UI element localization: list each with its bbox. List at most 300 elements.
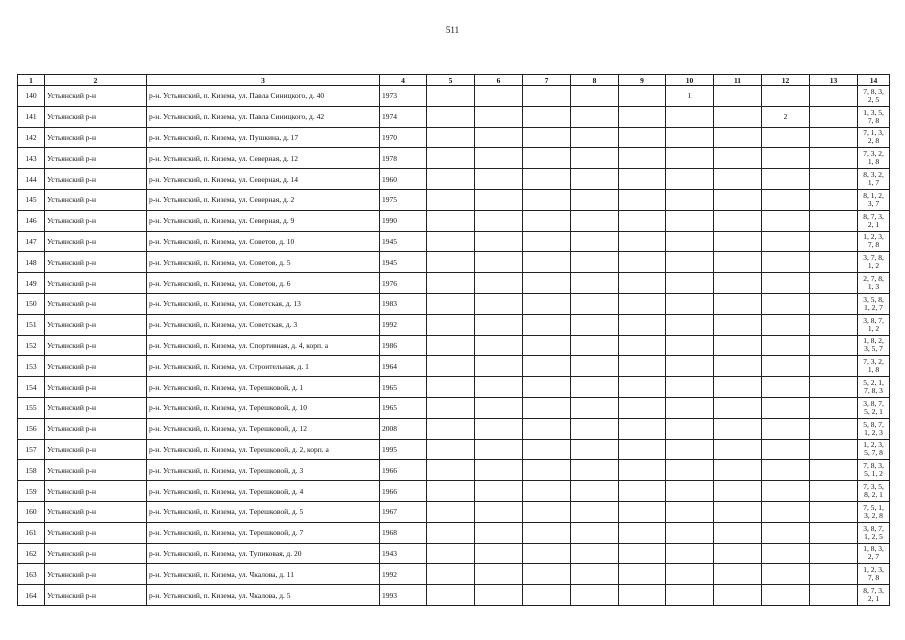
column-header: 7 <box>523 75 571 86</box>
col8-cell <box>571 293 619 314</box>
address-cell: р-н. Устьянский, п. Кизема, ул. Терешковой, д. 12 <box>147 418 380 439</box>
col12-cell <box>762 481 810 502</box>
table-row <box>18 501 890 522</box>
row-number-cell: 142 <box>18 127 45 148</box>
row-number-cell: 164 <box>18 585 45 606</box>
col5-cell <box>427 148 475 169</box>
year-cell: 1966 <box>380 460 427 481</box>
column-header: 3 <box>147 75 380 86</box>
table-row <box>18 189 890 210</box>
column-header: 9 <box>619 75 666 86</box>
address-cell: р-н. Устьянский, п. Кизема, ул. Советская, д. 3 <box>147 314 380 335</box>
col13-cell <box>810 127 858 148</box>
col10-cell <box>666 210 714 231</box>
col8-cell <box>571 252 619 273</box>
col8-cell <box>571 148 619 169</box>
col12-cell <box>762 314 810 335</box>
col12-cell <box>762 501 810 522</box>
col6-cell <box>475 356 523 377</box>
year-cell: 1974 <box>380 106 427 127</box>
col13-cell <box>810 189 858 210</box>
col11-cell <box>714 460 762 481</box>
district-cell: Устьянский р-н <box>45 231 147 252</box>
district-cell: Устьянский р-н <box>45 314 147 335</box>
col6-cell <box>475 252 523 273</box>
col12-cell <box>762 169 810 190</box>
col7-cell <box>523 377 571 398</box>
col5-cell <box>427 189 475 210</box>
col9-cell <box>619 252 666 273</box>
col9-cell <box>619 418 666 439</box>
col8-cell <box>571 585 619 606</box>
row-number-cell: 147 <box>18 231 45 252</box>
table-row <box>18 210 890 231</box>
year-cell: 1975 <box>380 189 427 210</box>
col13-cell <box>810 252 858 273</box>
district-cell: Устьянский р-н <box>45 377 147 398</box>
col5-cell <box>427 418 475 439</box>
address-cell: р-н. Устьянский, п. Кизема, ул. Павла Синицкого, д. 40 <box>147 86 380 107</box>
address-cell: р-н. Устьянский, п. Кизема, ул. Северная, д. 12 <box>147 148 380 169</box>
column-header: 1 <box>18 75 45 86</box>
col8-cell <box>571 356 619 377</box>
col8-cell <box>571 397 619 418</box>
table-row <box>18 314 890 335</box>
column-header: 4 <box>380 75 427 86</box>
col5-cell <box>427 293 475 314</box>
col5-cell <box>427 481 475 502</box>
year-cell: 1945 <box>380 252 427 273</box>
col12-cell <box>762 189 810 210</box>
col13-cell <box>810 501 858 522</box>
col10-cell <box>666 460 714 481</box>
district-cell: Устьянский р-н <box>45 356 147 377</box>
col6-cell <box>475 231 523 252</box>
table-row <box>18 418 890 439</box>
row-number-cell: 155 <box>18 397 45 418</box>
district-cell: Устьянский р-н <box>45 273 147 294</box>
col13-cell <box>810 293 858 314</box>
col8-cell <box>571 335 619 356</box>
col6-cell <box>475 189 523 210</box>
col6-cell <box>475 481 523 502</box>
col14-cell: 1, 8, 3, 2, 7 <box>858 543 890 564</box>
col11-cell <box>714 356 762 377</box>
col7-cell <box>523 252 571 273</box>
col9-cell <box>619 169 666 190</box>
address-cell: р-н. Устьянский, п. Кизема, ул. Павла Синицкого, д. 42 <box>147 106 380 127</box>
col7-cell <box>523 501 571 522</box>
col14-cell: 7, 8, 3, 2, 5 <box>858 86 890 107</box>
col13-cell <box>810 564 858 585</box>
col12-cell <box>762 273 810 294</box>
address-cell: р-н. Устьянский, п. Кизема, ул. Терешковой, д. 2, корп. а <box>147 439 380 460</box>
col14-cell: 7, 8, 3, 5, 1, 2 <box>858 460 890 481</box>
address-cell: р-н. Устьянский, п. Кизема, ул. Терешковой, д. 5 <box>147 501 380 522</box>
col12-cell <box>762 522 810 543</box>
col14-cell: 5, 2, 1, 7, 8, 3 <box>858 377 890 398</box>
col12-cell <box>762 148 810 169</box>
row-number-cell: 161 <box>18 522 45 543</box>
row-number-cell: 140 <box>18 86 45 107</box>
year-cell: 1992 <box>380 564 427 585</box>
address-cell: р-н. Устьянский, п. Кизема, ул. Советов, д. 6 <box>147 273 380 294</box>
year-cell: 1964 <box>380 356 427 377</box>
col7-cell <box>523 210 571 231</box>
col11-cell <box>714 86 762 107</box>
col13-cell <box>810 314 858 335</box>
address-cell: р-н. Устьянский, п. Кизема, ул. Терешковой, д. 3 <box>147 460 380 481</box>
col13-cell <box>810 273 858 294</box>
col10-cell <box>666 377 714 398</box>
col9-cell <box>619 460 666 481</box>
col7-cell <box>523 460 571 481</box>
table-row <box>18 293 890 314</box>
row-number-cell: 153 <box>18 356 45 377</box>
col11-cell <box>714 377 762 398</box>
address-cell: р-н. Устьянский, п. Кизема, ул. Чкалова, д. 5 <box>147 585 380 606</box>
col12-cell <box>762 564 810 585</box>
col10-cell <box>666 231 714 252</box>
col14-cell: 1, 2, 3, 7, 8 <box>858 231 890 252</box>
col7-cell <box>523 481 571 502</box>
header-row <box>18 75 890 86</box>
col8-cell <box>571 418 619 439</box>
col8-cell <box>571 501 619 522</box>
row-number-cell: 146 <box>18 210 45 231</box>
col9-cell <box>619 564 666 585</box>
table-row <box>18 273 890 294</box>
col8-cell <box>571 189 619 210</box>
year-cell: 1990 <box>380 210 427 231</box>
district-cell: Устьянский р-н <box>45 252 147 273</box>
col11-cell <box>714 418 762 439</box>
column-header: 6 <box>475 75 523 86</box>
col6-cell <box>475 86 523 107</box>
row-number-cell: 145 <box>18 189 45 210</box>
year-cell: 1965 <box>380 377 427 398</box>
table-row <box>18 356 890 377</box>
address-cell: р-н. Устьянский, п. Кизема, ул. Северная, д. 9 <box>147 210 380 231</box>
col8-cell <box>571 231 619 252</box>
address-cell: р-н. Устьянский, п. Кизема, ул. Строительная, д. 1 <box>147 356 380 377</box>
district-cell: Устьянский р-н <box>45 439 147 460</box>
col13-cell <box>810 585 858 606</box>
col13-cell <box>810 460 858 481</box>
col10-cell <box>666 397 714 418</box>
column-header: 10 <box>666 75 714 86</box>
row-number-cell: 157 <box>18 439 45 460</box>
col9-cell <box>619 377 666 398</box>
table-row <box>18 377 890 398</box>
col13-cell <box>810 522 858 543</box>
col12-cell <box>762 210 810 231</box>
col9-cell <box>619 335 666 356</box>
col6-cell <box>475 543 523 564</box>
col11-cell <box>714 293 762 314</box>
col9-cell <box>619 231 666 252</box>
col7-cell <box>523 356 571 377</box>
col11-cell <box>714 335 762 356</box>
year-cell: 1943 <box>380 543 427 564</box>
col11-cell <box>714 273 762 294</box>
col9-cell <box>619 501 666 522</box>
col5-cell <box>427 335 475 356</box>
col8-cell <box>571 106 619 127</box>
col14-cell: 2, 7, 8, 1, 3 <box>858 273 890 294</box>
col12-cell <box>762 335 810 356</box>
col13-cell <box>810 356 858 377</box>
col8-cell <box>571 481 619 502</box>
table-row <box>18 481 890 502</box>
year-cell: 1992 <box>380 314 427 335</box>
col5-cell <box>427 460 475 481</box>
address-cell: р-н. Устьянский, п. Кизема, ул. Терешковой, д. 4 <box>147 481 380 502</box>
row-number-cell: 144 <box>18 169 45 190</box>
col12-cell <box>762 377 810 398</box>
col5-cell <box>427 397 475 418</box>
col13-cell <box>810 418 858 439</box>
row-number-cell: 163 <box>18 564 45 585</box>
col5-cell <box>427 252 475 273</box>
district-cell: Устьянский р-н <box>45 148 147 169</box>
col11-cell <box>714 585 762 606</box>
column-header: 12 <box>762 75 810 86</box>
col7-cell <box>523 439 571 460</box>
col11-cell <box>714 481 762 502</box>
registry-table <box>17 74 890 606</box>
col6-cell <box>475 314 523 335</box>
col7-cell <box>523 231 571 252</box>
col11-cell <box>714 543 762 564</box>
col10-cell <box>666 127 714 148</box>
col6-cell <box>475 418 523 439</box>
col14-cell: 3, 8, 7, 1, 2 <box>858 314 890 335</box>
district-cell: Устьянский р-н <box>45 293 147 314</box>
year-cell: 1968 <box>380 522 427 543</box>
year-cell: 1965 <box>380 397 427 418</box>
col7-cell <box>523 293 571 314</box>
col6-cell <box>475 460 523 481</box>
col6-cell <box>475 335 523 356</box>
row-number-cell: 154 <box>18 377 45 398</box>
col9-cell <box>619 210 666 231</box>
year-cell: 1967 <box>380 501 427 522</box>
table-row <box>18 522 890 543</box>
col10-cell <box>666 314 714 335</box>
col6-cell <box>475 585 523 606</box>
col12-cell: 2 <box>762 106 810 127</box>
col14-cell: 8, 7, 3, 2, 1 <box>858 585 890 606</box>
col14-cell: 3, 8, 7, 5, 2, 1 <box>858 397 890 418</box>
col7-cell <box>523 273 571 294</box>
col7-cell <box>523 148 571 169</box>
col8-cell <box>571 210 619 231</box>
col12-cell <box>762 585 810 606</box>
col13-cell <box>810 481 858 502</box>
col6-cell <box>475 127 523 148</box>
col10-cell <box>666 585 714 606</box>
col14-cell: 1, 2, 3, 7, 8 <box>858 564 890 585</box>
col6-cell <box>475 522 523 543</box>
table-row <box>18 252 890 273</box>
col13-cell <box>810 169 858 190</box>
col8-cell <box>571 127 619 148</box>
col8-cell <box>571 460 619 481</box>
column-header: 8 <box>571 75 619 86</box>
col8-cell <box>571 522 619 543</box>
year-cell: 1966 <box>380 481 427 502</box>
col5-cell <box>427 231 475 252</box>
year-cell: 1945 <box>380 231 427 252</box>
col14-cell: 5, 8, 7, 1, 2, 3 <box>858 418 890 439</box>
address-cell: р-н. Устьянский, п. Кизема, ул. Пушкина, д. 17 <box>147 127 380 148</box>
col11-cell <box>714 169 762 190</box>
col9-cell <box>619 397 666 418</box>
col10-cell <box>666 148 714 169</box>
col10-cell <box>666 169 714 190</box>
col6-cell <box>475 106 523 127</box>
address-cell: р-н. Устьянский, п. Кизема, ул. Советов, д. 5 <box>147 252 380 273</box>
table-row <box>18 335 890 356</box>
district-cell: Устьянский р-н <box>45 397 147 418</box>
row-number-cell: 159 <box>18 481 45 502</box>
col11-cell <box>714 564 762 585</box>
col14-cell: 7, 1, 3, 2, 8 <box>858 127 890 148</box>
col12-cell <box>762 293 810 314</box>
col10-cell <box>666 252 714 273</box>
column-header: 14 <box>858 75 890 86</box>
col11-cell <box>714 439 762 460</box>
district-cell: Устьянский р-н <box>45 460 147 481</box>
table-row <box>18 127 890 148</box>
col13-cell <box>810 86 858 107</box>
col14-cell: 3, 8, 7, 1, 2, 5 <box>858 522 890 543</box>
address-cell: р-н. Устьянский, п. Кизема, ул. Советская, д. 13 <box>147 293 380 314</box>
row-number-cell: 152 <box>18 335 45 356</box>
col8-cell <box>571 543 619 564</box>
year-cell: 1983 <box>380 293 427 314</box>
col9-cell <box>619 148 666 169</box>
col8-cell <box>571 169 619 190</box>
col7-cell <box>523 522 571 543</box>
col13-cell <box>810 210 858 231</box>
col11-cell <box>714 231 762 252</box>
col6-cell <box>475 377 523 398</box>
col10-cell <box>666 543 714 564</box>
address-cell: р-н. Устьянский, п. Кизема, ул. Спортивная, д. 4, корп. а <box>147 335 380 356</box>
col9-cell <box>619 439 666 460</box>
col11-cell <box>714 522 762 543</box>
col9-cell <box>619 293 666 314</box>
col12-cell <box>762 356 810 377</box>
col7-cell <box>523 169 571 190</box>
year-cell: 1995 <box>380 439 427 460</box>
column-header: 11 <box>714 75 762 86</box>
col5-cell <box>427 127 475 148</box>
col8-cell <box>571 439 619 460</box>
col8-cell <box>571 314 619 335</box>
col6-cell <box>475 501 523 522</box>
col9-cell <box>619 481 666 502</box>
col10-cell <box>666 481 714 502</box>
col14-cell: 7, 3, 2, 1, 8 <box>858 356 890 377</box>
address-cell: р-н. Устьянский, п. Кизема, ул. Чкалова, д. 11 <box>147 564 380 585</box>
col10-cell <box>666 501 714 522</box>
col6-cell <box>475 273 523 294</box>
col9-cell <box>619 106 666 127</box>
district-cell: Устьянский р-н <box>45 481 147 502</box>
col14-cell: 1, 3, 5, 7, 8 <box>858 106 890 127</box>
col14-cell: 7, 3, 2, 1, 8 <box>858 148 890 169</box>
row-number-cell: 158 <box>18 460 45 481</box>
table-row <box>18 86 890 107</box>
col5-cell <box>427 564 475 585</box>
col6-cell <box>475 148 523 169</box>
col8-cell <box>571 273 619 294</box>
row-number-cell: 148 <box>18 252 45 273</box>
table-row <box>18 231 890 252</box>
row-number-cell: 160 <box>18 501 45 522</box>
col6-cell <box>475 169 523 190</box>
col9-cell <box>619 356 666 377</box>
col9-cell <box>619 273 666 294</box>
col11-cell <box>714 189 762 210</box>
year-cell: 2008 <box>380 418 427 439</box>
col7-cell <box>523 585 571 606</box>
table-row <box>18 106 890 127</box>
col11-cell <box>714 127 762 148</box>
district-cell: Устьянский р-н <box>45 210 147 231</box>
district-cell: Устьянский р-н <box>45 189 147 210</box>
col9-cell <box>619 522 666 543</box>
col11-cell <box>714 148 762 169</box>
col5-cell <box>427 543 475 564</box>
row-number-cell: 162 <box>18 543 45 564</box>
col7-cell <box>523 189 571 210</box>
col9-cell <box>619 585 666 606</box>
table-row <box>18 397 890 418</box>
table-row <box>18 564 890 585</box>
col10-cell <box>666 522 714 543</box>
address-cell: р-н. Устьянский, п. Кизема, ул. Советов, д. 10 <box>147 231 380 252</box>
district-cell: Устьянский р-н <box>45 106 147 127</box>
col14-cell: 3, 7, 8, 1, 2 <box>858 252 890 273</box>
year-cell: 1978 <box>380 148 427 169</box>
col11-cell <box>714 106 762 127</box>
address-cell: р-н. Устьянский, п. Кизема, ул. Северная, д. 14 <box>147 169 380 190</box>
col10-cell <box>666 273 714 294</box>
col9-cell <box>619 86 666 107</box>
table-row <box>18 585 890 606</box>
col9-cell <box>619 189 666 210</box>
col12-cell <box>762 439 810 460</box>
col12-cell <box>762 252 810 273</box>
col11-cell <box>714 210 762 231</box>
col7-cell <box>523 543 571 564</box>
col6-cell <box>475 293 523 314</box>
col13-cell <box>810 543 858 564</box>
col7-cell <box>523 127 571 148</box>
row-number-cell: 150 <box>18 293 45 314</box>
col7-cell <box>523 335 571 356</box>
col11-cell <box>714 397 762 418</box>
row-number-cell: 143 <box>18 148 45 169</box>
col10-cell <box>666 418 714 439</box>
col5-cell <box>427 210 475 231</box>
col14-cell: 1, 8, 2, 3, 5, 7 <box>858 335 890 356</box>
address-cell: р-н. Устьянский, п. Кизема, ул. Северная, д. 2 <box>147 189 380 210</box>
